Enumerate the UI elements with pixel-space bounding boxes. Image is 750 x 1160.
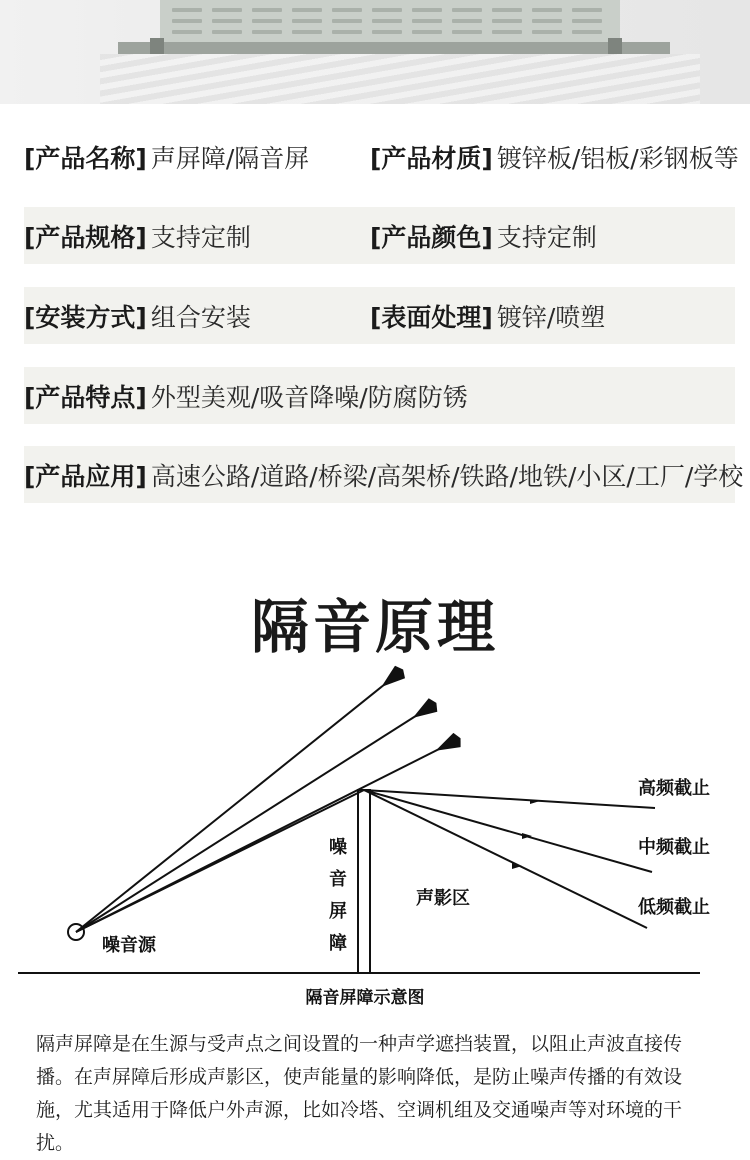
ray-top (76, 672, 400, 932)
louver-slot (332, 30, 362, 34)
louver-slot (252, 8, 282, 12)
spec-surface (370, 298, 605, 334)
louver-slot (172, 8, 202, 12)
section-title: 隔音原理 (250, 593, 499, 661)
spec-name (24, 139, 309, 175)
barrier-label-char: 音 (329, 869, 347, 890)
spec-install (24, 298, 251, 334)
louver-slot (492, 19, 522, 23)
barrier-label-char: 障 (329, 933, 347, 954)
mid-frequency-label: 中频截止 (638, 837, 710, 858)
spec-value: 声屏障/隔音屏 (150, 143, 310, 173)
spec-row-2 (24, 207, 735, 264)
spec-label: [安装方式] (24, 302, 147, 332)
louver-slot (572, 19, 602, 23)
barrier-foot (150, 38, 164, 54)
spec-row-1 (24, 128, 739, 185)
louver-slot (212, 19, 242, 23)
spec-label: [表面处理] (370, 302, 493, 332)
louver-slot (172, 19, 202, 23)
arrow-low (512, 862, 522, 869)
barrier-base (118, 42, 670, 54)
louver-slot (372, 19, 402, 23)
spec-row-5 (24, 446, 744, 503)
spec-features (24, 378, 468, 414)
spec-label: [产品颜色] (370, 222, 493, 252)
louver-slot (532, 19, 562, 23)
ray-to-barrier (76, 790, 364, 932)
louver-slot (572, 8, 602, 12)
louver-slot (252, 30, 282, 34)
louver-slot (212, 30, 242, 34)
spec-value: 镀锌/喷塑 (496, 302, 606, 332)
ray-high-frequency (364, 790, 655, 808)
louver-slot (172, 30, 202, 34)
barrier-wall (358, 790, 370, 973)
description-paragraph: 隔声屏障是在生源与受声点之间设置的一种声学遮挡装置，以阻止声波直接传播。在声屏障后形成声影区，使声能量的影响降低，是防止噪声传播的有效设施，尤其适用于降低户外声源，比如冷塔、空调机组及交通噪声等对环境的干扰。 (36, 1033, 683, 1154)
spec-size (24, 218, 251, 254)
barrier-label-char: 噪 (329, 837, 347, 858)
louver-slot (492, 8, 522, 12)
sound-barrier-diagram (0, 650, 750, 1020)
louver-slot (372, 30, 402, 34)
louver-slot (372, 8, 402, 12)
shadow-zone-label: 声影区 (416, 888, 470, 909)
louver-slot (452, 19, 482, 23)
louver-slot (572, 30, 602, 34)
louver-slot (532, 8, 562, 12)
spec-value: 高速公路/道路/桥梁/高架桥/铁路/地铁/小区/工厂/学校 (150, 461, 744, 491)
low-frequency-label: 低频截止 (638, 897, 710, 918)
spec-label: [产品名称] (24, 143, 147, 173)
spec-value: 外型美观/吸音降噪/防腐防锈 (150, 382, 468, 412)
high-frequency-label: 高频截止 (638, 778, 710, 799)
photo-ground (100, 54, 700, 104)
louver-slot (212, 8, 242, 12)
louver-slot (412, 19, 442, 23)
spec-label: [产品特点] (24, 382, 147, 412)
louver-slot (452, 30, 482, 34)
diagram-caption: 隔音屏障示意图 (305, 988, 425, 1008)
spec-value: 支持定制 (496, 222, 597, 252)
louver-slot (292, 30, 322, 34)
spec-color (370, 218, 597, 254)
spec-value: 支持定制 (150, 222, 251, 252)
louver-slot (252, 19, 282, 23)
louver-slot (332, 8, 362, 12)
spec-row-3 (24, 287, 735, 344)
louver-slot (292, 19, 322, 23)
louver-slot (452, 8, 482, 12)
louver-slot (332, 19, 362, 23)
spec-label: [产品材质] (370, 143, 493, 173)
spec-value: 组合安装 (150, 302, 251, 332)
spec-row-4 (24, 367, 735, 424)
spec-application (24, 457, 743, 493)
louver-slot (412, 8, 442, 12)
source-label: 噪音源 (102, 935, 156, 956)
louver-slot (292, 8, 322, 12)
barrier-foot (608, 38, 622, 54)
louver-slot (532, 30, 562, 34)
louver-slot (412, 30, 442, 34)
barrier-label-char: 屏 (329, 901, 347, 922)
spec-label: [产品规格] (24, 222, 147, 252)
spec-value: 镀锌板/铝板/彩钢板等 (496, 143, 739, 173)
product-photo (0, 0, 750, 104)
barrier-panel (160, 0, 620, 44)
ray-middle (76, 705, 433, 932)
spec-label: [产品应用] (24, 461, 147, 491)
spec-material (370, 139, 739, 175)
louver-slot (492, 30, 522, 34)
